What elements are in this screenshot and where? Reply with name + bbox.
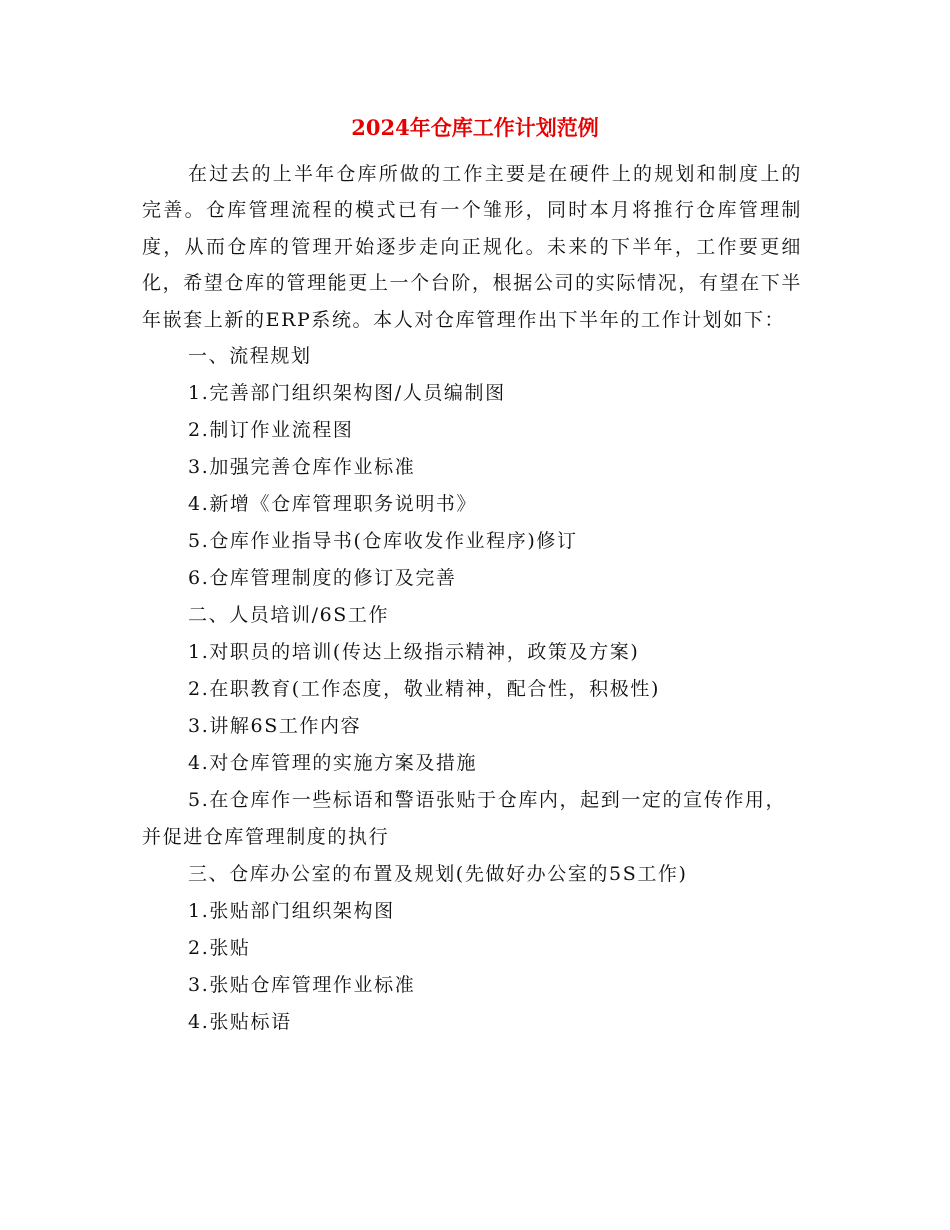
plan-list xyxy=(142,338,802,1041)
list-item: 2.在职教育(工作态度，敬业精神，配合性，积极性) xyxy=(188,678,660,701)
list-item: 6.仓库管理制度的修订及完善 xyxy=(188,567,457,590)
list-item: 1.张贴部门组织架构图 xyxy=(188,900,395,923)
list-item: 2.张贴 xyxy=(188,937,251,960)
list-item: 2.制订作业流程图 xyxy=(188,419,354,442)
list-item: 1.完善部门组织架构图/人员编制图 xyxy=(188,382,506,405)
list-item: 3.加强完善仓库作业标准 xyxy=(188,456,416,479)
list-item: 4.新增《仓库管理职务说明书》 xyxy=(188,493,478,516)
intro-paragraph: 在过去的上半年仓库所做的工作主要是在硬件上的规划和制度上的完善。仓库管理流程的模式已有一个雏形，同时本月将推行仓库管理制度，从而仓库的管理开始逐步走向正规化。未来的下半年，工作要更细化，希望仓库的管理能更上一个台阶，根据公司的实际情况，有望在下半年嵌套上新的ERP系统。本人对仓库管理作出下半年的工作计划如下： xyxy=(142,163,802,331)
list-item: 5.在仓库作一些标语和警语张贴于仓库内，起到一定的宣传作用，并促进仓库管理制度的执行 xyxy=(142,789,787,849)
list-item: 5.仓库作业指导书(仓库收发作业程序)修订 xyxy=(188,530,578,553)
list-item: 4.对仓库管理的实施方案及措施 xyxy=(188,752,478,775)
section-heading: 一、流程规划 xyxy=(188,345,312,368)
list-item: 3.讲解6S工作内容 xyxy=(188,715,362,738)
section-heading: 三、仓库办公室的布置及规划(先做好办公室的5S工作) xyxy=(188,863,688,886)
document-title: 2024年仓库工作计划范例 xyxy=(351,115,599,140)
section-heading: 二、人员培训/6S工作 xyxy=(188,604,390,627)
list-item: 3.张贴仓库管理作业标准 xyxy=(188,974,416,997)
list-item: 1.对职员的培训(传达上级指示精神，政策及方案) xyxy=(188,641,640,664)
document-body xyxy=(142,156,802,1041)
list-item: 4.张贴标语 xyxy=(188,1011,292,1034)
